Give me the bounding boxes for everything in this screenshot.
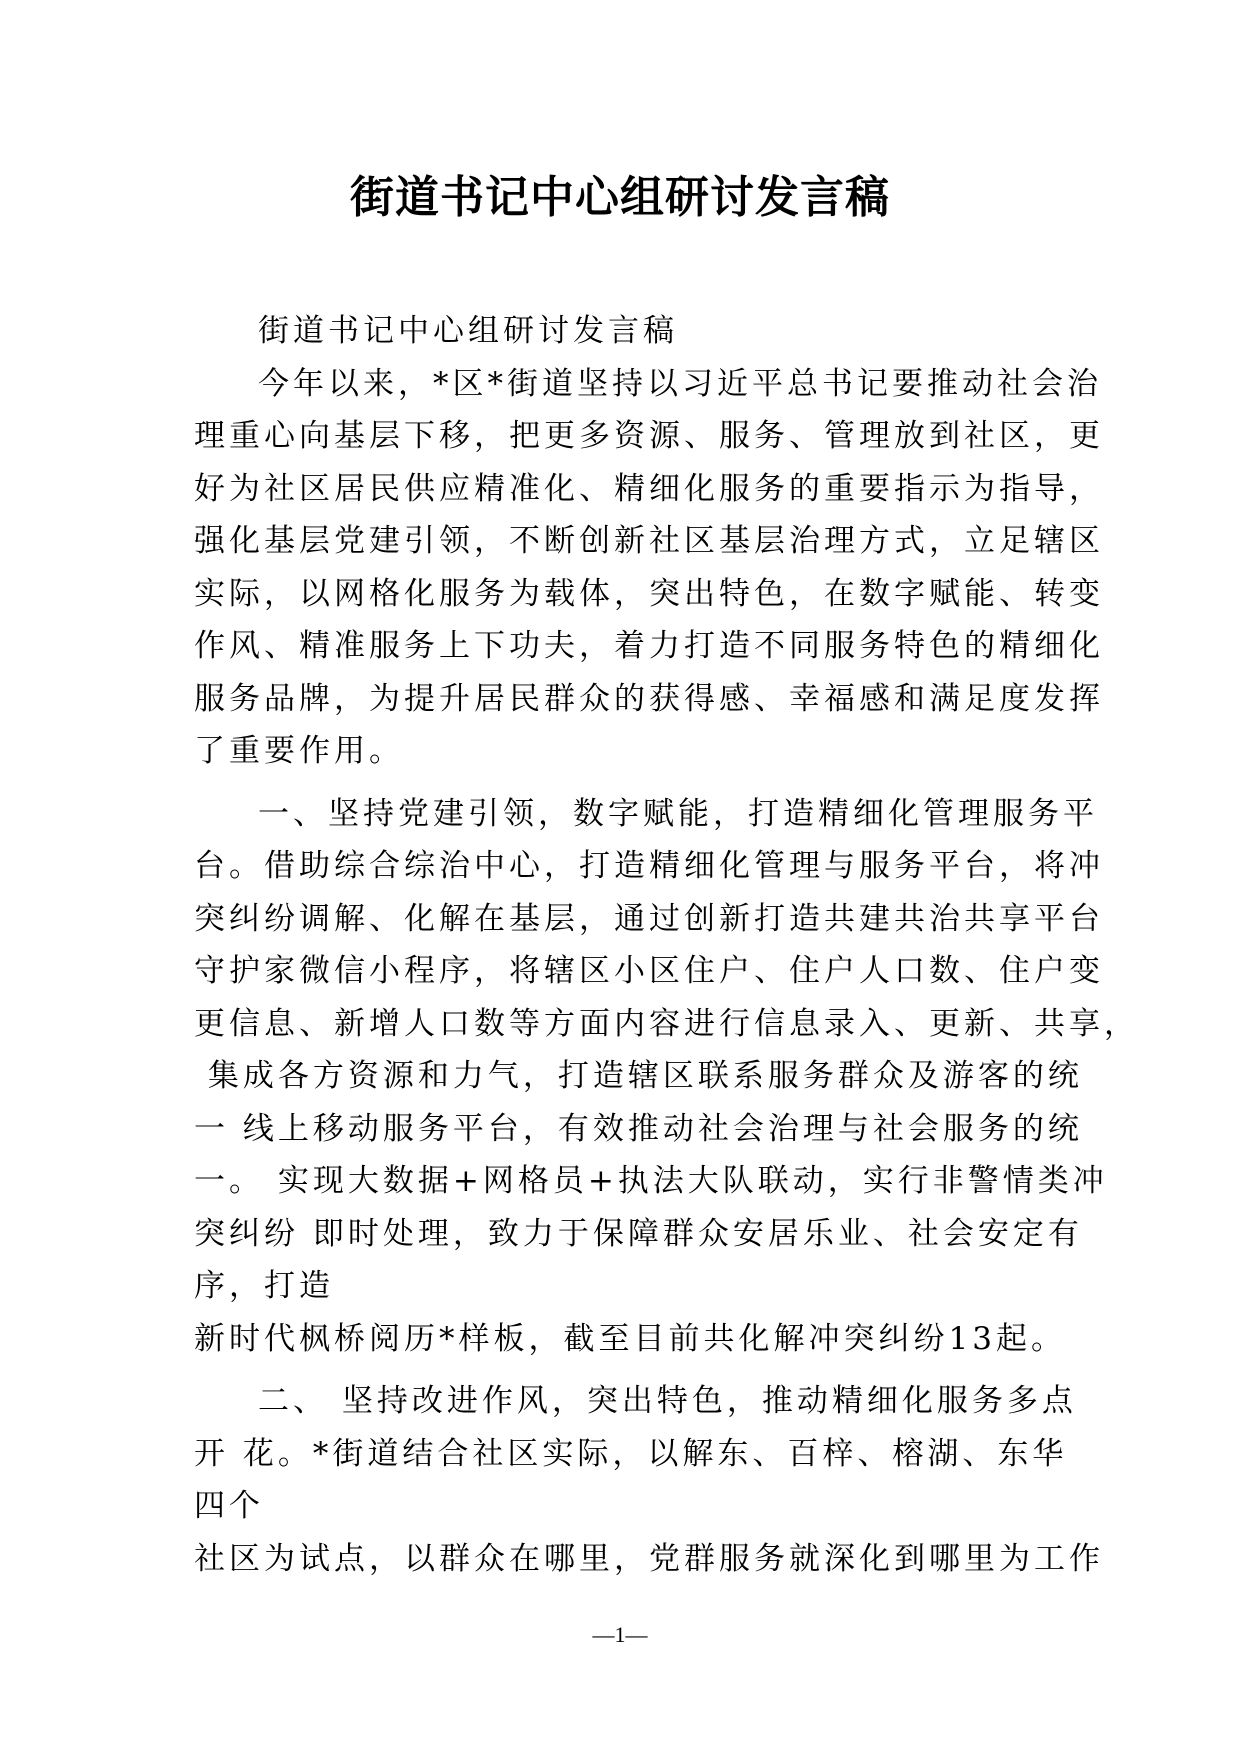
page-number: —1— bbox=[592, 1622, 648, 1647]
paragraph-line: 强化基层党建引领，不断创新社区基层治理方式，立足辖区 bbox=[194, 523, 1104, 559]
paragraph-line: 守护家微信小程序，将辖区小区住户、住户人口数、住户变 bbox=[194, 953, 1104, 989]
document-title: 街道书记中心组研讨发言稿 bbox=[350, 172, 890, 223]
section-heading-line: 二、 坚持改进作风，突出特色，推动精细化服务多点 bbox=[258, 1383, 1077, 1419]
paragraph-line: 社区为试点，以群众在哪里，党群服务就深化到哪里为工作 bbox=[194, 1540, 1104, 1577]
paragraph-line: 了重要作用。 bbox=[194, 733, 404, 769]
document-subtitle: 街道书记中心组研讨发言稿 bbox=[258, 313, 678, 349]
paragraph-line: 集成各方资源和力气，打造辖区联系服务群众及游客的统 bbox=[194, 1058, 1083, 1094]
paragraph-line: 台。借助综合综治中心，打造精细化管理与服务平台，将冲 bbox=[194, 848, 1104, 884]
paragraph-line: 一。 实现大数据+网格员+执法大队联动，实行非警情类冲 bbox=[194, 1163, 1108, 1199]
paragraph-line: 理重心向基层下移，把更多资源、服务、管理放到社区，更 bbox=[194, 418, 1104, 454]
paragraph-line: 一 线上移动服务平台，有效推动社会治理与社会服务的统 bbox=[194, 1110, 1083, 1147]
paragraph-line: 更信息、新增人口数等方面内容进行信息录入、更新、共享， bbox=[194, 1005, 1139, 1042]
section-two-paragraph bbox=[194, 1375, 1104, 1585]
paragraph-line: 序，打造 bbox=[194, 1268, 334, 1304]
paragraph-line: 新时代枫桥阅历*样板，截至目前共化解冲突纠纷13起。 bbox=[194, 1320, 1066, 1357]
intro-paragraph bbox=[194, 358, 1104, 778]
section-one-paragraph bbox=[194, 788, 1139, 1366]
paragraph-line: 今年以来，*区*街道坚持以习近平总书记要推动社会治 bbox=[258, 365, 1102, 402]
paragraph-line: 开 花。*街道结合社区实际，以解东、百梓、榕湖、东华 bbox=[194, 1435, 1068, 1472]
paragraph-line: 实际，以网格化服务为载体，突出特色，在数字赋能、转变 bbox=[194, 575, 1104, 612]
section-heading-line: 一、坚持党建引领，数字赋能，打造精细化管理服务平 bbox=[258, 795, 1098, 832]
paragraph-line: 突纠纷调解、化解在基层，通过创新打造共建共治共享平台 bbox=[194, 900, 1104, 937]
paragraph-line: 服务品牌，为提升居民群众的获得感、幸福感和满足度发挥 bbox=[194, 680, 1104, 717]
paragraph-line: 好为社区居民供应精准化、精细化服务的重要指示为指导， bbox=[194, 470, 1104, 507]
paragraph-line: 四个 bbox=[194, 1488, 264, 1524]
paragraph-line: 突纠纷 即时处理，致力于保障群众安居乐业、社会安定有 bbox=[194, 1215, 1083, 1252]
document-body bbox=[194, 305, 1139, 1585]
paragraph-line: 作风、精准服务上下功夫，着力打造不同服务特色的精细化 bbox=[194, 628, 1104, 664]
